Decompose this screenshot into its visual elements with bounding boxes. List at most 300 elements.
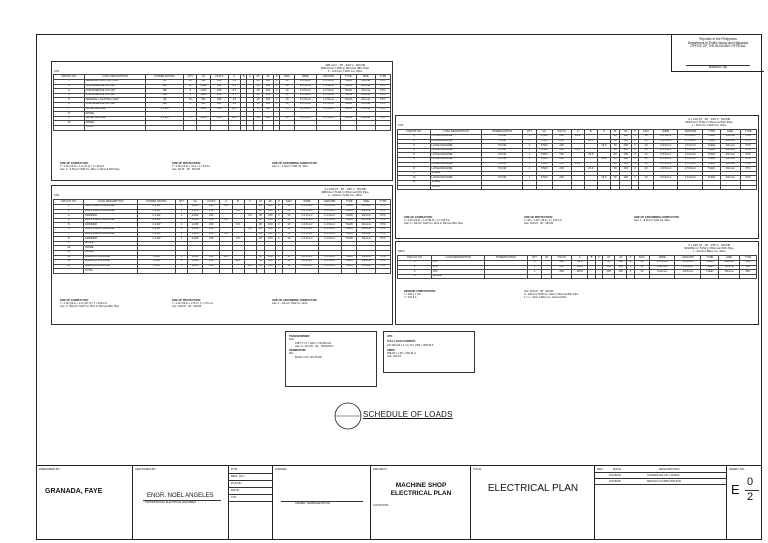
panel-lp1 xyxy=(51,61,393,181)
table-cell: 20mmø xyxy=(356,98,375,103)
table-cell: 100 xyxy=(263,102,274,107)
table-cell: 2.2 kW xyxy=(138,227,176,232)
calc-title: SIZE OF GROUNDING CONDUCTOR: xyxy=(272,162,318,165)
feeder-line: 3 x 100 AT , 3P , 230 V , MCCB xyxy=(688,117,730,121)
table-cell: 1.6 xyxy=(228,98,240,103)
table-cell: PVC xyxy=(375,80,390,85)
table-cell: 50 xyxy=(256,260,265,265)
table-cell: 2-5.5mm² xyxy=(654,148,678,153)
table-cell: 10 xyxy=(280,107,294,112)
table-cell: 10 xyxy=(280,102,294,107)
table-cell: 9,000 xyxy=(188,260,203,265)
calc-line: I = 1.25 (39.1) + 1.0 (117.3) / 1 = 166.2 A xyxy=(60,302,107,306)
table-cell: 20mmø xyxy=(720,157,740,162)
table-cell: THHN xyxy=(341,209,357,214)
table-cell: 25mmø xyxy=(357,264,375,269)
table-cell: 2 xyxy=(274,89,280,94)
sheet-label: SHEET NO. xyxy=(729,467,746,471)
feeder-line: 3 x 225 AT , 3P , 230 V , MCCB xyxy=(688,243,730,247)
table-cell: 2-3.5mm² xyxy=(296,209,318,214)
table-cell: PVC xyxy=(375,218,390,223)
table-cell: 100 xyxy=(263,107,274,112)
calc-line: Use: 200 AT , 3P , MCCB xyxy=(172,305,202,309)
column-header: P xyxy=(274,75,280,80)
table-cell xyxy=(542,274,552,279)
column-header: TYPE xyxy=(340,75,356,80)
table-cell: 1 xyxy=(54,205,84,210)
column-header: B xyxy=(240,75,246,80)
column-header: GROUND xyxy=(317,75,341,80)
table-cell: 900 xyxy=(197,102,211,107)
calc-line: Use: 3 - 80mm² THW Cu. Wire in 50mmø IMC Pipe xyxy=(60,305,119,309)
table-cell: 20mmø xyxy=(356,107,375,112)
table-cell: 2 xyxy=(632,162,639,167)
table-cell: SPARE xyxy=(432,274,485,279)
table-cell xyxy=(202,269,220,274)
table-cell: 180 xyxy=(145,84,183,89)
column-header: POWER RATING xyxy=(138,200,176,205)
table-cell: 2,200 xyxy=(188,223,203,228)
table-cell: 1 xyxy=(527,270,541,275)
table-cell xyxy=(552,274,572,279)
table-cell: 2 xyxy=(632,144,639,149)
table-cell: 100 xyxy=(265,209,276,214)
table-cell: 1 xyxy=(527,261,541,266)
table-cell: WELDING MACHINE xyxy=(84,264,138,269)
table-cell xyxy=(318,269,341,274)
table-cell: THHN xyxy=(703,176,720,181)
table-cell xyxy=(572,274,588,279)
table-cell: 2-5.5mm² xyxy=(294,116,317,121)
column-header: WIRE xyxy=(654,130,678,135)
table-cell: 230 xyxy=(552,157,571,162)
table-cell: 7 xyxy=(398,162,431,167)
table-cell: PVC xyxy=(375,227,390,232)
table-cell: 2-3.5mm² xyxy=(294,89,317,94)
table-cell: 100 xyxy=(265,237,276,242)
certified-cell xyxy=(133,466,229,540)
table-cell xyxy=(571,185,584,190)
table-cell: LATHE MACHINE xyxy=(431,139,482,144)
table-cell: 1-3.5mm² xyxy=(317,102,341,107)
table-cell xyxy=(536,185,552,190)
table-cell xyxy=(678,185,703,190)
table-cell: 100 xyxy=(265,223,276,228)
table-cell: 6 xyxy=(184,93,197,98)
table-cell: 14 xyxy=(54,264,84,269)
table-cell: 230 xyxy=(202,237,220,242)
table-cell: 20mmø xyxy=(720,148,740,153)
table-cell: PVC xyxy=(375,93,390,98)
table-cell: 100 xyxy=(263,80,274,85)
column-header: SIZE xyxy=(719,256,740,261)
column-header: TYPE xyxy=(703,130,720,135)
total-row xyxy=(54,125,391,130)
table-cell: 3 xyxy=(398,270,432,275)
table-cell: 1 xyxy=(175,223,188,228)
desc-header: DESCRIPTION xyxy=(659,467,680,471)
field-label: PLACE: xyxy=(231,481,242,485)
table-cell: CONVENIENCE OUTLET xyxy=(84,89,145,94)
table-cell: 3 xyxy=(627,265,634,270)
column-header: B xyxy=(584,130,597,135)
calc-line: 1 = 1 - 22mm² Bare Cu. Ground Wire xyxy=(524,296,567,300)
table-cell: 1 xyxy=(523,176,537,181)
table-cell: CONVENIENCE OUTLET xyxy=(84,84,145,89)
calc-title: SIZE OF GROUNDING CONDUCTOR: xyxy=(634,216,680,219)
table-cell: 13 xyxy=(54,260,84,265)
table-cell: SPARE xyxy=(84,121,145,126)
total-row xyxy=(398,185,757,190)
table-cell: 2 xyxy=(274,98,280,103)
table-cell: THHN xyxy=(340,102,356,107)
calc-protection xyxy=(524,216,562,226)
total-label: TOTAL xyxy=(84,269,138,274)
column-header: WIRE xyxy=(296,200,318,205)
table-cell xyxy=(175,269,188,274)
project-label: PROJECT: xyxy=(373,467,388,471)
table-cell xyxy=(317,125,341,130)
table-cell: 9 kVA xyxy=(138,260,176,265)
table-cell: THHN xyxy=(703,139,720,144)
panel-lp3 xyxy=(395,115,759,239)
table-cell: 9,000 xyxy=(188,255,203,260)
table-cell: 1-5.5mm² xyxy=(318,260,341,265)
column-header: AT xyxy=(610,130,620,135)
calc-grounding xyxy=(634,216,679,222)
table-cell: 2-5.5mm² xyxy=(654,144,678,149)
table-cell: 20mmø xyxy=(356,89,375,94)
full-load-line: 127.48 kVA x 3 / (1.73 x 230) = 208.25 A xyxy=(387,343,434,347)
column-header: GROUND xyxy=(318,200,341,205)
calc-protection xyxy=(172,162,210,172)
table-cell: 1 xyxy=(523,144,537,149)
table-cell: 2-3.5mm² xyxy=(294,102,317,107)
table-cell: 20 xyxy=(256,223,265,228)
table-cell: 50 xyxy=(256,264,265,269)
column-header: AT xyxy=(603,256,615,261)
rev-desc: SCHEDULE OF LOADS xyxy=(647,473,680,477)
table-cell: 9.6 xyxy=(244,227,256,232)
table-cell: 1-5.5mm² xyxy=(678,157,703,162)
table-cell xyxy=(703,185,720,190)
table-cell: 10 xyxy=(639,167,654,172)
table-cell: GENERAL LIGHTING LOAD xyxy=(84,80,145,85)
calc-title: SIZE OF PROTECTION: xyxy=(172,162,201,165)
table-cell: 1-5.5mm² xyxy=(678,162,703,167)
column-header: TYPE xyxy=(341,200,357,205)
table-cell: 230 xyxy=(202,255,220,260)
table-cell xyxy=(634,274,650,279)
load-table xyxy=(397,129,757,190)
table-cell: 230 xyxy=(552,135,571,140)
table-cell: 30 xyxy=(610,144,620,149)
column-header: KAIC xyxy=(280,75,294,80)
table-cell: 180 xyxy=(145,102,183,107)
column-header: A xyxy=(572,256,588,261)
amps-label: AMPS: xyxy=(387,348,396,352)
calc-conductor xyxy=(404,216,463,226)
column-header: LOAD DESCRIPTION xyxy=(432,256,485,261)
table-cell: 2-5.5mm² xyxy=(294,107,317,112)
table-cell: 2 xyxy=(632,157,639,162)
table-cell: 23.9 xyxy=(584,167,597,172)
feeder-line: 1 - 8.0mm² THW Cu. Wire xyxy=(691,123,727,128)
table-cell: LATHE MACHINE xyxy=(431,144,482,149)
table-cell: 20 xyxy=(254,102,263,107)
table-cell: 5 xyxy=(398,153,431,158)
calc-line: Use: 60 AT , 2P , MCCB xyxy=(172,168,200,172)
table-cell: THHN xyxy=(340,116,356,121)
table-cell: 10 xyxy=(280,116,294,121)
table-cell: 100 xyxy=(263,116,274,121)
table-cell: 230 xyxy=(202,214,220,219)
kw-label: kW: xyxy=(289,352,294,356)
table-cell xyxy=(485,274,528,279)
table-cell: 100 xyxy=(265,227,276,232)
table-cell: 20 xyxy=(256,227,265,232)
table-cell: LP3 xyxy=(432,270,485,275)
table-cell: 432 xyxy=(197,80,211,85)
table-cell: 100 xyxy=(620,153,632,158)
table-cell: 30 xyxy=(610,135,620,140)
table-cell: PVC xyxy=(375,98,390,103)
column-header: TYPE xyxy=(701,256,719,261)
column-header: VOLTS xyxy=(552,130,571,135)
table-cell: 9.6 xyxy=(232,223,244,228)
table-cell: 5.5 kW xyxy=(482,153,523,158)
table-cell: THHN xyxy=(340,93,356,98)
table-cell: 2 xyxy=(276,260,282,265)
table-cell: SPARE xyxy=(431,180,482,185)
table-cell: 10 xyxy=(282,227,296,232)
table-cell: 49.8 xyxy=(572,261,588,266)
table-cell: 100 xyxy=(620,157,632,162)
project-line: ELECTRICAL PLAN xyxy=(390,490,452,497)
field-label: PTR: xyxy=(231,467,238,471)
table-cell: 39.1 xyxy=(232,260,244,265)
column-header: AF xyxy=(620,130,632,135)
calc-line: Use: 100 AT , 3P , MCCB xyxy=(524,222,554,226)
table-cell xyxy=(740,185,756,190)
table-cell: 5 xyxy=(54,98,85,103)
table-cell: 1-3.5mm² xyxy=(675,261,701,266)
transformer-box xyxy=(285,331,377,387)
table-cell: 5,500 xyxy=(536,162,552,167)
table-cell: 2-3.5mm² xyxy=(296,223,318,228)
revision-cell xyxy=(595,466,727,540)
table-cell: 5,500 xyxy=(536,157,552,162)
table-cell: 100 xyxy=(265,218,276,223)
table-cell: PVC xyxy=(375,107,390,112)
column-header: VA xyxy=(536,130,552,135)
table-cell: 1-5.5mm² xyxy=(318,264,341,269)
table-cell: 1-3.5mm² xyxy=(318,227,341,232)
table-cell: 1 xyxy=(175,255,188,260)
table-cell: 1-8.0mm² xyxy=(675,270,701,275)
table-cell: 2 xyxy=(276,232,282,237)
table-cell: 2-3.5mm² xyxy=(296,218,318,223)
calc-line: Use: 3 - 22mm² THW Cu. Wire in 25mmø IMC Pipe xyxy=(404,222,463,226)
column-header: P xyxy=(632,130,639,135)
table-cell xyxy=(340,125,356,130)
table-cell: THHN xyxy=(340,89,356,94)
table-cell: 2,200 xyxy=(188,205,203,210)
table-cell: 4 xyxy=(398,274,432,279)
table-cell: 3.0 kW xyxy=(145,116,183,121)
column-header: WIRE xyxy=(294,75,317,80)
table-cell: 23.9 xyxy=(597,176,610,181)
table-cell: 20 xyxy=(256,209,265,214)
kva-line: Use: 3 - 30 kVA , 1Ø , 7620/230 V xyxy=(295,344,334,348)
sheet-letter: E xyxy=(731,482,740,497)
table-cell: 2.2 kW xyxy=(138,237,176,242)
table-cell: 5.5 kW xyxy=(482,148,523,153)
table-cell: 230 xyxy=(202,260,220,265)
table-cell: 12 xyxy=(184,80,197,85)
column-header: C xyxy=(244,200,256,205)
calc-line: Use: 3 - 5.5mm² THW Cu. Wire in 20mmø IMC Pipe xyxy=(60,168,120,172)
table-cell: 5.5 kW xyxy=(482,144,523,149)
table-cell: 10 xyxy=(280,89,294,94)
table-cell: 2.2 kW xyxy=(138,205,176,210)
ats-title: ATS: xyxy=(387,335,393,338)
column-header: AT xyxy=(254,75,263,80)
table-cell: THHN xyxy=(341,218,357,223)
calc-line: Use: 1 - 8.0mm² THW Cu. Wire xyxy=(634,219,670,223)
table-cell: 3000 xyxy=(197,107,211,112)
table-cell: 1-5.5mm² xyxy=(678,144,703,149)
column-header: KAIC xyxy=(634,256,650,261)
table-cell: 1440 xyxy=(197,89,211,94)
table-cell: 7 xyxy=(54,232,84,237)
table-cell: 1-5.5mm² xyxy=(678,139,703,144)
table-cell: 3-22mm² xyxy=(650,270,675,275)
panel-id: MDP xyxy=(398,249,405,253)
table-cell: 10 xyxy=(282,237,296,242)
table-cell: 23.9 xyxy=(597,157,610,162)
column-header: CIRCUIT NO. xyxy=(398,130,431,135)
column-header: B xyxy=(588,256,595,261)
table-cell: 225 xyxy=(615,265,627,270)
calc-title: SIZE OF PROTECTION: xyxy=(172,299,201,302)
calc-line: I = 132.9 A xyxy=(404,296,417,300)
table-cell: 1-3.5mm² xyxy=(318,205,341,210)
table-cell: LP1 xyxy=(432,261,485,266)
calc-title: SIZE OF GROUNDING CONDUCTOR: xyxy=(272,299,318,302)
table-cell: 1 xyxy=(398,135,431,140)
table-cell: 1 xyxy=(54,80,85,85)
feeder-line: 1 - 2.0mm² THW Cu. Wire xyxy=(327,69,363,74)
rev-date: 10/28/15 xyxy=(609,479,621,483)
table-cell: 230 xyxy=(552,167,571,172)
table-cell: 230 xyxy=(552,153,571,158)
sheet-cell xyxy=(727,466,761,540)
schedule-circle-icon xyxy=(333,401,363,431)
column-header: AF xyxy=(615,256,627,261)
table-cell: 20 xyxy=(256,205,265,210)
load-table xyxy=(53,74,391,131)
column-header: KAIC xyxy=(639,130,654,135)
table-cell: 20 xyxy=(256,237,265,242)
table-cell: 5.5 kW xyxy=(482,176,523,181)
table-cell: 2 xyxy=(274,93,280,98)
table-cell: 230 xyxy=(202,264,220,269)
table-cell xyxy=(398,185,431,190)
engineer-role: PROFESSIONAL ELECTRICAL ENGINEER xyxy=(145,501,196,504)
table-cell xyxy=(597,185,610,190)
table-cell: CONVENIENCE OUTLET xyxy=(84,102,145,107)
column-header: SIZE xyxy=(356,75,375,80)
table-cell xyxy=(375,269,390,274)
table-cell: LATHE MACHINE xyxy=(431,167,482,172)
table-cell: 1-3.5mm² xyxy=(318,237,341,242)
column-header: LOAD DESCRIPTION xyxy=(84,200,138,205)
table-cell: 5 xyxy=(54,223,84,228)
date-header: DATE xyxy=(613,467,621,471)
table-cell: 2,200 xyxy=(188,218,203,223)
table-cell xyxy=(654,185,678,190)
total-row xyxy=(54,269,391,274)
table-cell: 230 xyxy=(552,139,571,144)
table-cell xyxy=(265,269,276,274)
calc-line: I = 1.25 (23.9) + 1.0 (95.6) / 1 = 125.5 A xyxy=(404,219,450,223)
schedule-title: SCHEDULE OF LOADS xyxy=(363,410,453,419)
panel-mdp xyxy=(395,241,759,325)
table-cell: 2-5.5mm² xyxy=(654,157,678,162)
column-header: TYPE xyxy=(739,256,756,261)
table-cell: 100 xyxy=(615,261,627,266)
table-cell: 20mmø xyxy=(719,261,740,266)
table-cell: 2 xyxy=(54,209,84,214)
table-cell: 230 xyxy=(210,80,228,85)
office-line: Department of Public Works and Highways xyxy=(687,40,749,45)
table-cell: 23.9 xyxy=(597,144,610,149)
table-cell: WATER HEATER xyxy=(84,116,145,121)
table-cell: 230 xyxy=(552,270,572,275)
table-cell xyxy=(523,185,537,190)
table-cell: 1 xyxy=(175,227,188,232)
feeder-line: 3#22mm² THW in 25mmø IMC Pipe xyxy=(685,120,733,125)
table-cell: PVC xyxy=(375,102,390,107)
calc-line: Use: 1 - 3.5mm² THW Cu. Wire xyxy=(272,165,308,169)
table-cell: 230 xyxy=(210,116,228,121)
table-cell xyxy=(739,274,756,279)
table-cell: 5,500 xyxy=(536,153,552,158)
table-cell: 9 xyxy=(54,241,84,246)
table-cell: 3.0 kW xyxy=(145,107,183,112)
table-cell: 25mmø xyxy=(357,255,375,260)
table-cell: 30 xyxy=(610,148,620,153)
table-cell: 30 xyxy=(610,162,620,167)
table-cell: GENERAL LIGHTING LOAD xyxy=(84,98,145,103)
table-cell: IMC xyxy=(739,261,756,266)
table-cell: 20mmø xyxy=(720,176,740,181)
table-cell: 10 xyxy=(282,205,296,210)
table-cell: 25mmø xyxy=(357,260,375,265)
table-cell: PVC xyxy=(375,209,390,214)
table-cell: 230 xyxy=(210,84,228,89)
table-cell: THHN xyxy=(341,260,357,265)
table-cell: THHN xyxy=(341,264,357,269)
table-cell: 2 xyxy=(276,223,282,228)
drawing-sheet xyxy=(36,34,762,540)
table-cell: 100 xyxy=(265,214,276,219)
table-cell: 11 xyxy=(54,250,84,255)
table-cell: 9 kVA xyxy=(138,264,176,269)
table-cell: 6.3 xyxy=(228,84,240,89)
table-cell: 100 xyxy=(263,98,274,103)
